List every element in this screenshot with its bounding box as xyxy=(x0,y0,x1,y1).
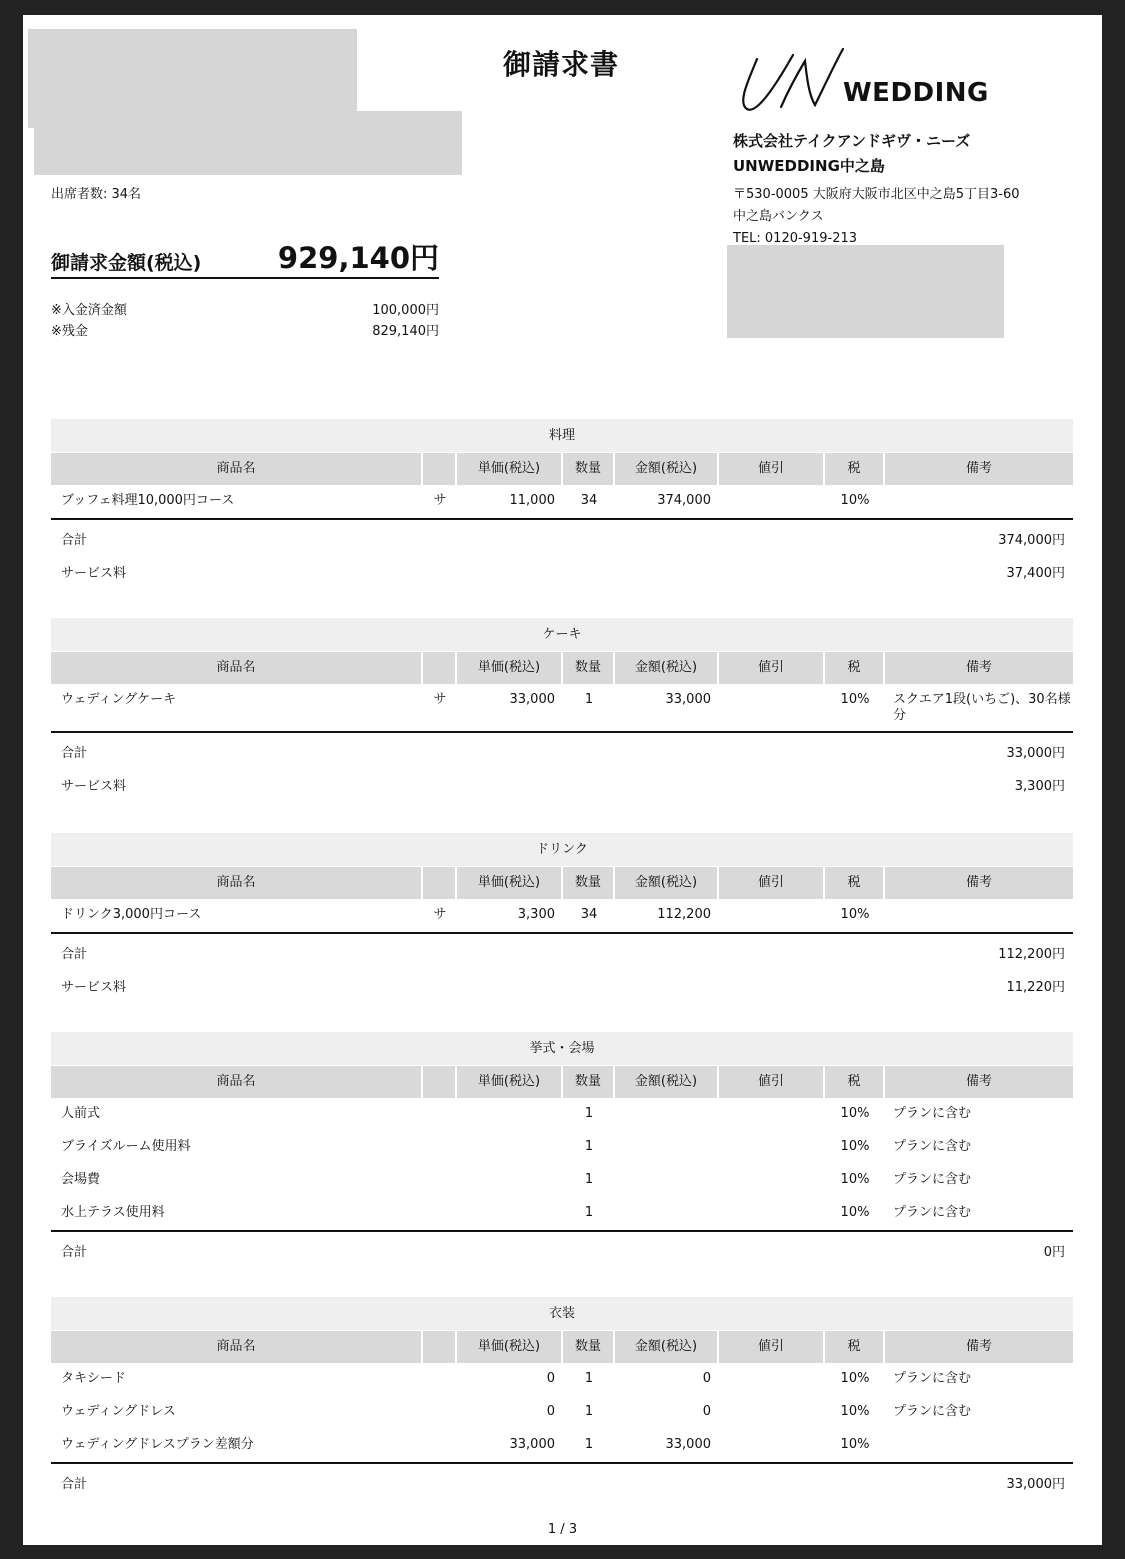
cell-remarks: プランに含む xyxy=(893,1172,972,1187)
balance-value: 829,140円 xyxy=(372,324,439,339)
cell-discount xyxy=(719,1131,825,1164)
cell-discount xyxy=(719,485,825,518)
header-tax-rate: 税 xyxy=(825,1331,885,1363)
table-row xyxy=(51,1363,1073,1396)
service-charge-value: 37,400円 xyxy=(1006,566,1065,581)
header-remarks: 備考 xyxy=(965,875,992,890)
header-unit-price: 単価(税込) xyxy=(457,1331,563,1363)
section-total-value: 33,000円 xyxy=(1006,746,1065,761)
header-item-name: 商品名 xyxy=(51,1331,423,1363)
section-total-label: 合計 xyxy=(61,1477,88,1492)
cell-service-flag xyxy=(423,1098,457,1131)
cell-tax-rate: 10% xyxy=(840,1404,870,1419)
cell-item-name: タキシード xyxy=(61,1371,126,1386)
cell-tax-rate: 10% xyxy=(840,1106,870,1121)
header-amount: 金額(税込) xyxy=(615,1066,719,1098)
cell-service-flag: サ xyxy=(433,907,447,922)
cell-unit-price: 33,000 xyxy=(509,1437,555,1452)
company-tel: TEL: 0120-919-213 xyxy=(733,231,858,246)
redacted-block-recipient-2 xyxy=(34,111,462,175)
cell-amount xyxy=(615,1131,719,1164)
venue-name: UNWEDDING中之島 xyxy=(733,157,885,175)
redacted-block-stamp xyxy=(727,245,1004,338)
paid-amount-value: 100,000円 xyxy=(372,303,439,318)
document-title: 御請求書 xyxy=(503,48,620,81)
table-row xyxy=(51,1396,1073,1429)
section-title: ドリンク xyxy=(51,833,1073,866)
cell-unit-price: 0 xyxy=(546,1371,555,1386)
section-total-row xyxy=(51,1230,1073,1265)
header-quantity: 数量 xyxy=(563,453,615,485)
company-name: 株式会社テイクアンドギヴ・ニーズ xyxy=(733,132,971,150)
cell-amount: 0 xyxy=(702,1404,711,1419)
header-amount: 金額(税込) xyxy=(615,867,719,899)
header-item-name: 商品名 xyxy=(51,652,423,684)
header-remarks: 備考 xyxy=(965,461,992,476)
header-tax-rate: 税 xyxy=(825,453,885,485)
cell-item-name: ドリンク3,000円コース xyxy=(61,907,202,922)
cell-amount: 0 xyxy=(702,1371,711,1386)
cell-tax-rate: 10% xyxy=(840,1437,870,1452)
header-unit-price: 単価(税込) xyxy=(457,453,563,485)
section-0 xyxy=(51,419,1073,586)
table-header xyxy=(51,1065,1073,1098)
invoice-total-label: 御請求金額(税込) xyxy=(51,252,202,274)
header-quantity: 数量 xyxy=(563,1066,615,1098)
cell-quantity: 1 xyxy=(584,1106,594,1121)
service-charge-row xyxy=(51,553,1073,586)
section-4 xyxy=(51,1297,1073,1497)
cell-service-flag xyxy=(423,1396,457,1429)
cell-service-flag xyxy=(423,1429,457,1462)
cell-unit-price xyxy=(457,1164,563,1197)
cell-item-name: 水上テラス使用料 xyxy=(61,1205,165,1220)
header-unit-price: 単価(税込) xyxy=(457,652,563,684)
cell-remarks: プランに含む xyxy=(893,1106,972,1121)
section-total-row xyxy=(51,932,1073,967)
header-discount: 値引 xyxy=(719,867,825,899)
section-total-label: 合計 xyxy=(61,746,88,761)
cell-item-name: ウェディングケーキ xyxy=(61,692,177,707)
cell-remarks xyxy=(885,899,1073,932)
section-title: ケーキ xyxy=(51,618,1073,651)
header-unit-price: 単価(税込) xyxy=(457,1066,563,1098)
table-row xyxy=(51,1164,1073,1197)
header-quantity: 数量 xyxy=(563,867,615,899)
header-item-name: 商品名 xyxy=(51,453,423,485)
header-service-flag xyxy=(423,652,457,684)
header-discount: 値引 xyxy=(719,1066,825,1098)
header-amount: 金額(税込) xyxy=(615,453,719,485)
header-unit-price: 単価(税込) xyxy=(457,867,563,899)
section-1 xyxy=(51,618,1073,799)
cell-remarks: プランに含む xyxy=(893,1404,972,1419)
cell-unit-price xyxy=(457,1197,563,1230)
table-header xyxy=(51,1330,1073,1363)
balance-label: ※残金 xyxy=(51,324,88,339)
company-address xyxy=(733,184,1020,250)
cell-unit-price: 0 xyxy=(546,1404,555,1419)
section-total-label: 合計 xyxy=(61,1245,88,1260)
cell-tax-rate: 10% xyxy=(840,907,870,922)
cell-amount xyxy=(615,1164,719,1197)
header-amount: 金額(税込) xyxy=(615,1331,719,1363)
address-line-1: 〒530-0005 大阪府大阪市北区中之島5丁目3-60 xyxy=(733,187,1020,202)
header-service-flag xyxy=(423,453,457,485)
cell-amount xyxy=(615,1197,719,1230)
cell-item-name: ウェディングドレスプラン差額分 xyxy=(61,1437,254,1452)
table-header xyxy=(51,452,1073,485)
cell-amount: 112,200 xyxy=(657,907,711,922)
cell-unit-price: 11,000 xyxy=(509,493,555,508)
service-charge-label: サービス料 xyxy=(61,980,127,995)
header-quantity: 数量 xyxy=(563,1331,615,1363)
service-charge-row xyxy=(51,967,1073,1000)
cell-discount xyxy=(719,1429,825,1462)
header-amount: 金額(税込) xyxy=(615,652,719,684)
header-quantity: 数量 xyxy=(563,652,615,684)
header-tax-rate: 税 xyxy=(825,652,885,684)
table-row xyxy=(51,899,1073,932)
attendee-count: 出席者数: 34名 xyxy=(51,187,142,202)
invoice-total xyxy=(51,243,439,279)
section-total-value: 374,000円 xyxy=(998,533,1065,548)
header-discount: 値引 xyxy=(719,1331,825,1363)
cell-discount xyxy=(719,684,825,731)
header-item-name: 商品名 xyxy=(51,1066,423,1098)
logo-wordmark: WEDDING xyxy=(843,78,989,108)
cell-quantity: 1 xyxy=(584,1139,594,1154)
section-2 xyxy=(51,833,1073,1000)
paid-amount-row xyxy=(51,299,439,318)
cell-discount xyxy=(719,1164,825,1197)
section-total-row xyxy=(51,1462,1073,1497)
cell-service-flag xyxy=(423,1164,457,1197)
cell-tax-rate: 10% xyxy=(840,1205,870,1220)
cell-unit-price xyxy=(457,1098,563,1131)
table-row xyxy=(51,684,1073,731)
cell-discount xyxy=(719,1396,825,1429)
cell-quantity: 1 xyxy=(584,692,594,707)
cell-unit-price xyxy=(457,1131,563,1164)
header-tax-rate: 税 xyxy=(825,867,885,899)
header-service-flag xyxy=(423,867,457,899)
cell-item-name: ブッフェ料理10,000円コース xyxy=(61,493,235,508)
cell-discount xyxy=(719,1197,825,1230)
section-total-label: 合計 xyxy=(61,947,88,962)
cell-amount: 374,000 xyxy=(657,493,711,508)
cell-service-flag: サ xyxy=(433,493,447,508)
cell-tax-rate: 10% xyxy=(840,1139,870,1154)
cell-amount: 33,000 xyxy=(665,1437,711,1452)
section-total-row xyxy=(51,518,1073,553)
section-title: 挙式・会場 xyxy=(51,1032,1073,1065)
header-item-name: 商品名 xyxy=(51,867,423,899)
cell-unit-price: 33,000 xyxy=(509,692,555,707)
table-header xyxy=(51,651,1073,684)
company-block xyxy=(733,129,970,179)
cell-quantity: 1 xyxy=(584,1205,594,1220)
cell-discount xyxy=(719,899,825,932)
cell-remarks: プランに含む xyxy=(893,1371,972,1386)
balance-row xyxy=(51,320,439,339)
section-title: 料理 xyxy=(51,419,1073,452)
cell-service-flag: サ xyxy=(433,692,447,707)
header-remarks: 備考 xyxy=(965,1074,992,1089)
cell-quantity: 34 xyxy=(580,493,598,508)
cell-quantity: 1 xyxy=(584,1404,594,1419)
header-remarks: 備考 xyxy=(965,1339,992,1354)
cell-remarks xyxy=(885,1429,1073,1462)
header-remarks: 備考 xyxy=(965,660,992,675)
section-total-value: 112,200円 xyxy=(998,947,1065,962)
page-number: 1 / 3 xyxy=(547,1522,578,1537)
cell-service-flag xyxy=(423,1197,457,1230)
cell-discount xyxy=(719,1363,825,1396)
table-header xyxy=(51,866,1073,899)
section-total-value: 0円 xyxy=(1043,1245,1065,1260)
table-row xyxy=(51,485,1073,518)
cell-quantity: 1 xyxy=(584,1437,594,1452)
table-row xyxy=(51,1131,1073,1164)
cell-tax-rate: 10% xyxy=(840,1172,870,1187)
table-row xyxy=(51,1197,1073,1230)
cell-unit-price: 3,300 xyxy=(517,907,555,922)
invoice-page xyxy=(23,15,1102,1545)
header-service-flag xyxy=(423,1331,457,1363)
cell-amount: 33,000 xyxy=(665,692,711,707)
cell-service-flag xyxy=(423,1131,457,1164)
header-tax-rate: 税 xyxy=(825,1066,885,1098)
cell-quantity: 1 xyxy=(584,1172,594,1187)
cell-remarks: スクエア1段(いちご)、30名様分 xyxy=(893,692,1071,723)
table-row xyxy=(51,1429,1073,1462)
header-service-flag xyxy=(423,1066,457,1098)
section-3 xyxy=(51,1032,1073,1265)
section-total-label: 合計 xyxy=(61,533,88,548)
section-total-row xyxy=(51,731,1073,766)
service-charge-value: 3,300円 xyxy=(1014,779,1065,794)
cell-tax-rate: 10% xyxy=(840,692,870,707)
header-discount: 値引 xyxy=(719,453,825,485)
section-title: 衣装 xyxy=(51,1297,1073,1330)
service-charge-label: サービス料 xyxy=(61,779,127,794)
service-charge-label: サービス料 xyxy=(61,566,127,581)
unwedding-logo xyxy=(735,45,1035,120)
invoice-total-amount: 929,140円 xyxy=(277,241,439,275)
table-row xyxy=(51,1098,1073,1131)
cell-quantity: 1 xyxy=(584,1371,594,1386)
cell-tax-rate: 10% xyxy=(840,493,870,508)
cell-remarks xyxy=(885,485,1073,518)
cell-remarks: プランに含む xyxy=(893,1139,972,1154)
cell-tax-rate: 10% xyxy=(840,1371,870,1386)
service-charge-row xyxy=(51,766,1073,799)
cell-remarks: プランに含む xyxy=(893,1205,972,1220)
cell-amount xyxy=(615,1098,719,1131)
cell-item-name: 人前式 xyxy=(61,1106,101,1121)
un-script-logo-mark xyxy=(735,45,845,120)
cell-discount xyxy=(719,1098,825,1131)
service-charge-value: 11,220円 xyxy=(1006,980,1065,995)
address-line-2: 中之島バンクス xyxy=(733,209,824,224)
cell-service-flag xyxy=(423,1363,457,1396)
cell-item-name: 会場費 xyxy=(61,1172,101,1187)
cell-item-name: ブライズルーム使用料 xyxy=(61,1139,191,1154)
cell-quantity: 34 xyxy=(580,907,598,922)
section-total-value: 33,000円 xyxy=(1006,1477,1065,1492)
header-discount: 値引 xyxy=(719,652,825,684)
cell-item-name: ウェディングドレス xyxy=(61,1404,176,1419)
paid-amount-label: ※入金済金額 xyxy=(51,303,127,318)
